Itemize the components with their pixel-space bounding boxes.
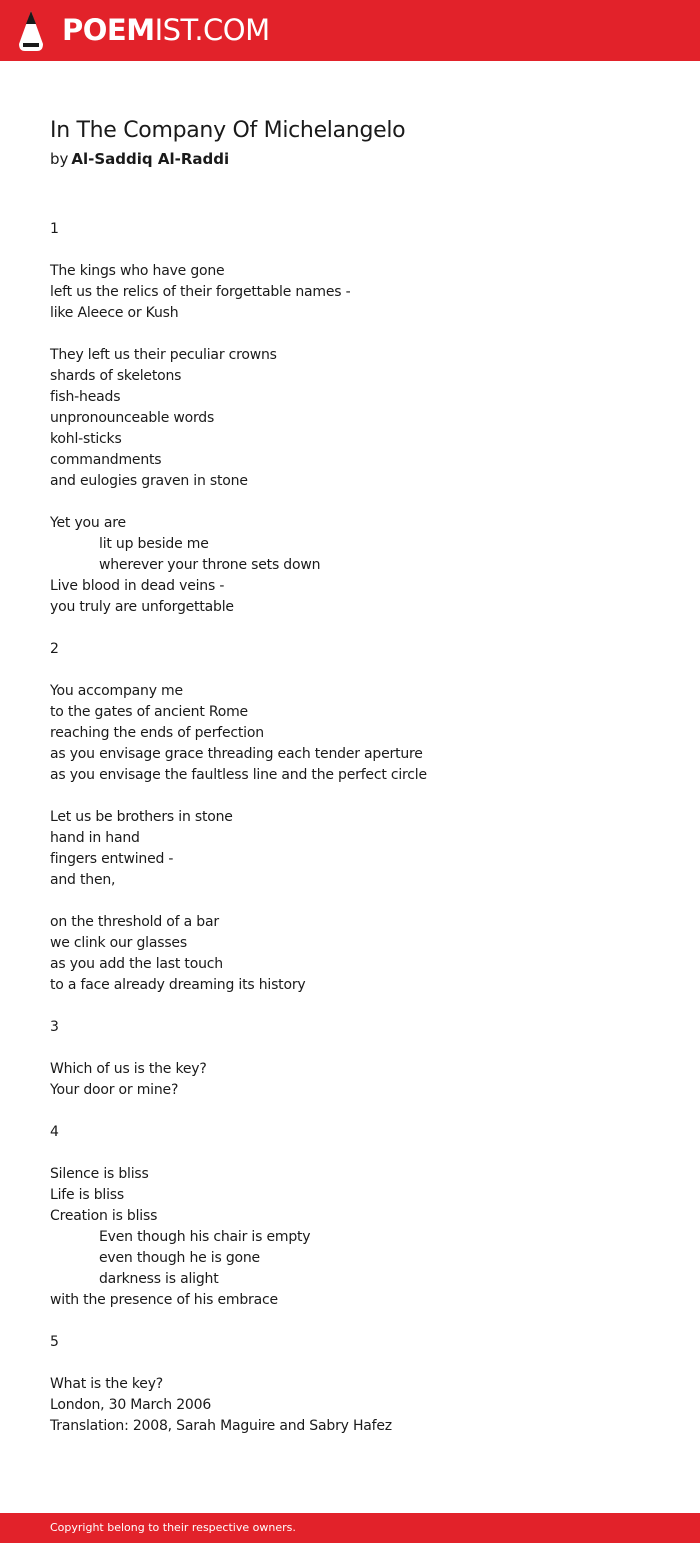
logo-light-text: IST.COM: [154, 13, 270, 47]
poem-line: reaching the ends of perfection: [50, 725, 264, 741]
stanza-break: [50, 492, 427, 513]
poem-line: 1: [50, 221, 59, 237]
copyright-text: Copyright belong to their respective owners.: [50, 1521, 296, 1534]
stanza-break: [50, 660, 427, 681]
poem-line: as you envisage grace threading each tender aperture: [50, 746, 423, 762]
poem-line: shards of skeletons: [50, 368, 182, 384]
poem-line: with the presence of his embrace: [50, 1292, 278, 1308]
poem-line: as you envisage the faultless line and the perfect circle: [50, 767, 427, 783]
poem-line: Which of us is the key?: [50, 1061, 207, 1077]
poem-line: we clink our glasses: [50, 935, 187, 951]
stanza-break: [50, 240, 427, 261]
poem-author: Al-Saddiq Al-Raddi: [71, 150, 230, 168]
poem-body: [50, 219, 427, 1437]
poem-line: fish-heads: [50, 389, 121, 405]
poem-line: Even though his chair is empty: [99, 1229, 311, 1245]
poem-line: on the threshold of a bar: [50, 914, 219, 930]
poem-byline: [50, 148, 229, 170]
poem-line: and eulogies graven in stone: [50, 473, 248, 489]
byline-prefix: by: [50, 150, 69, 168]
poem-line: wherever your throne sets down: [99, 557, 321, 573]
poem-line: darkness is alight: [99, 1271, 219, 1287]
poem-line: The kings who have gone: [50, 263, 225, 279]
stanza-break: [50, 1101, 427, 1122]
poem-line: fingers entwined -: [50, 851, 174, 867]
site-logo-link[interactable]: [62, 12, 270, 48]
poem-title: In The Company Of Michelangelo: [50, 118, 406, 143]
poem-line: unpronounceable words: [50, 410, 215, 426]
site-footer: [0, 1513, 700, 1543]
poem-line: Live blood in dead veins -: [50, 578, 225, 594]
poem-line: lit up beside me: [99, 536, 209, 552]
stanza-break: [50, 1143, 427, 1164]
poem-line: Your door or mine?: [50, 1082, 179, 1098]
poem-line: 5: [50, 1334, 59, 1350]
poem-line: 3: [50, 1019, 59, 1035]
poem-line: as you add the last touch: [50, 956, 223, 972]
site-header: [0, 0, 700, 61]
poem-line: kohl-sticks: [50, 431, 122, 447]
poem-line: 4: [50, 1124, 59, 1140]
poem-line: commandments: [50, 452, 162, 468]
poem-line: Let us be brothers in stone: [50, 809, 233, 825]
stanza-break: [50, 891, 427, 912]
poem-line: to the gates of ancient Rome: [50, 704, 248, 720]
poem-line: Translation: 2008, Sarah Maguire and Sabry Hafez: [50, 1418, 392, 1434]
poem-line: to a face already dreaming its history: [50, 977, 306, 993]
pencil-tip-icon: [18, 10, 44, 52]
poem-line: They left us their peculiar crowns: [50, 347, 277, 363]
stanza-break: [50, 324, 427, 345]
poem-line: like Aleece or Kush: [50, 305, 179, 321]
poem-line: What is the key?: [50, 1376, 164, 1392]
poem-line: Creation is bliss: [50, 1208, 158, 1224]
poem-line: even though he is gone: [99, 1250, 260, 1266]
poem-line: left us the relics of their forgettable names -: [50, 284, 351, 300]
stanza-break: [50, 618, 427, 639]
poem-line: Yet you are: [50, 515, 126, 531]
poem-line: London, 30 March 2006: [50, 1397, 212, 1413]
poem-line: You accompany me: [50, 683, 183, 699]
poem-line: you truly are unforgettable: [50, 599, 234, 615]
stanza-break: [50, 1353, 427, 1374]
stanza-break: [50, 996, 427, 1017]
poem-line: 2: [50, 641, 59, 657]
logo-bold-text: POEM: [62, 13, 155, 47]
stanza-break: [50, 1311, 427, 1332]
stanza-break: [50, 1038, 427, 1059]
poem-line: hand in hand: [50, 830, 140, 846]
stanza-break: [50, 786, 427, 807]
poem-line: Life is bliss: [50, 1187, 124, 1203]
poem-line: Silence is bliss: [50, 1166, 149, 1182]
poem-line: and then,: [50, 872, 116, 888]
